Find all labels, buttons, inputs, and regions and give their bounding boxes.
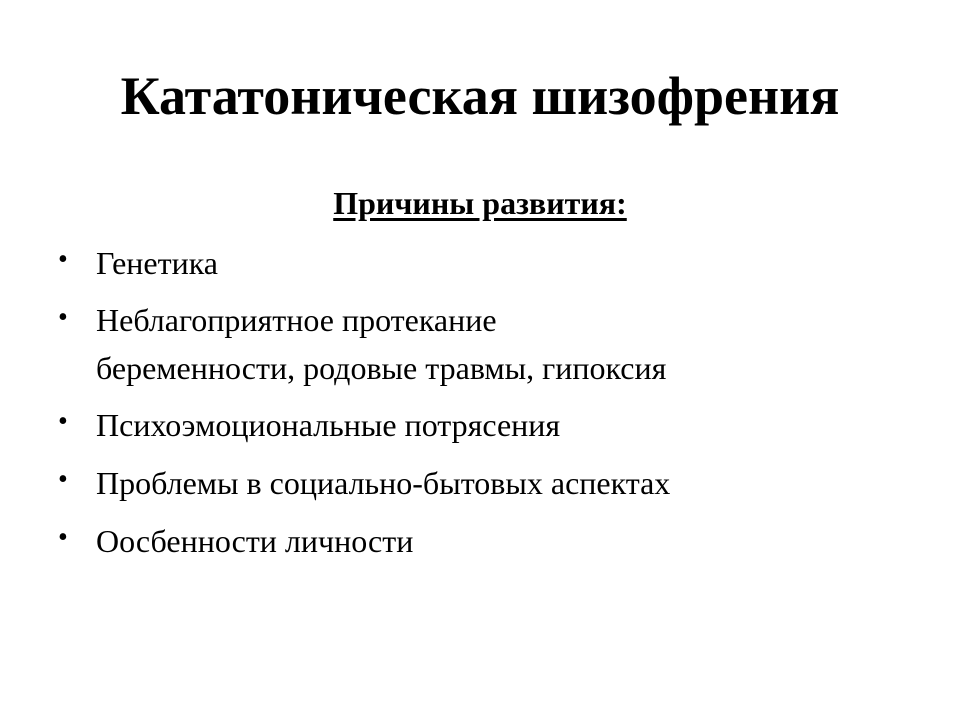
list-item [58, 296, 918, 392]
list-item [58, 458, 918, 508]
bullet-icon: • [58, 244, 68, 275]
list-item [58, 400, 918, 450]
bullet-icon: • [58, 406, 68, 437]
slide-title: Кататоническая шизофрения [120, 66, 840, 126]
bullet-icon: • [58, 522, 68, 553]
bullet-list [58, 238, 918, 574]
list-item-text-line-2: беременности, родовые травмы, гипоксия [96, 350, 667, 386]
list-item [58, 516, 918, 566]
list-item-text: Психоэмоциональные потрясения [96, 407, 561, 443]
list-item-text: Генетика [96, 245, 218, 281]
bullet-icon: • [58, 464, 68, 495]
slide-subtitle: Причины развития: [333, 185, 627, 221]
list-item-text-line-1: Неблагоприятное протекание [96, 302, 497, 338]
bullet-icon: • [58, 302, 68, 333]
list-item-text: Проблемы в социально-бытовых аспектах [96, 465, 671, 501]
list-item [58, 238, 918, 288]
list-item-text: Оосбенности личности [96, 523, 414, 559]
